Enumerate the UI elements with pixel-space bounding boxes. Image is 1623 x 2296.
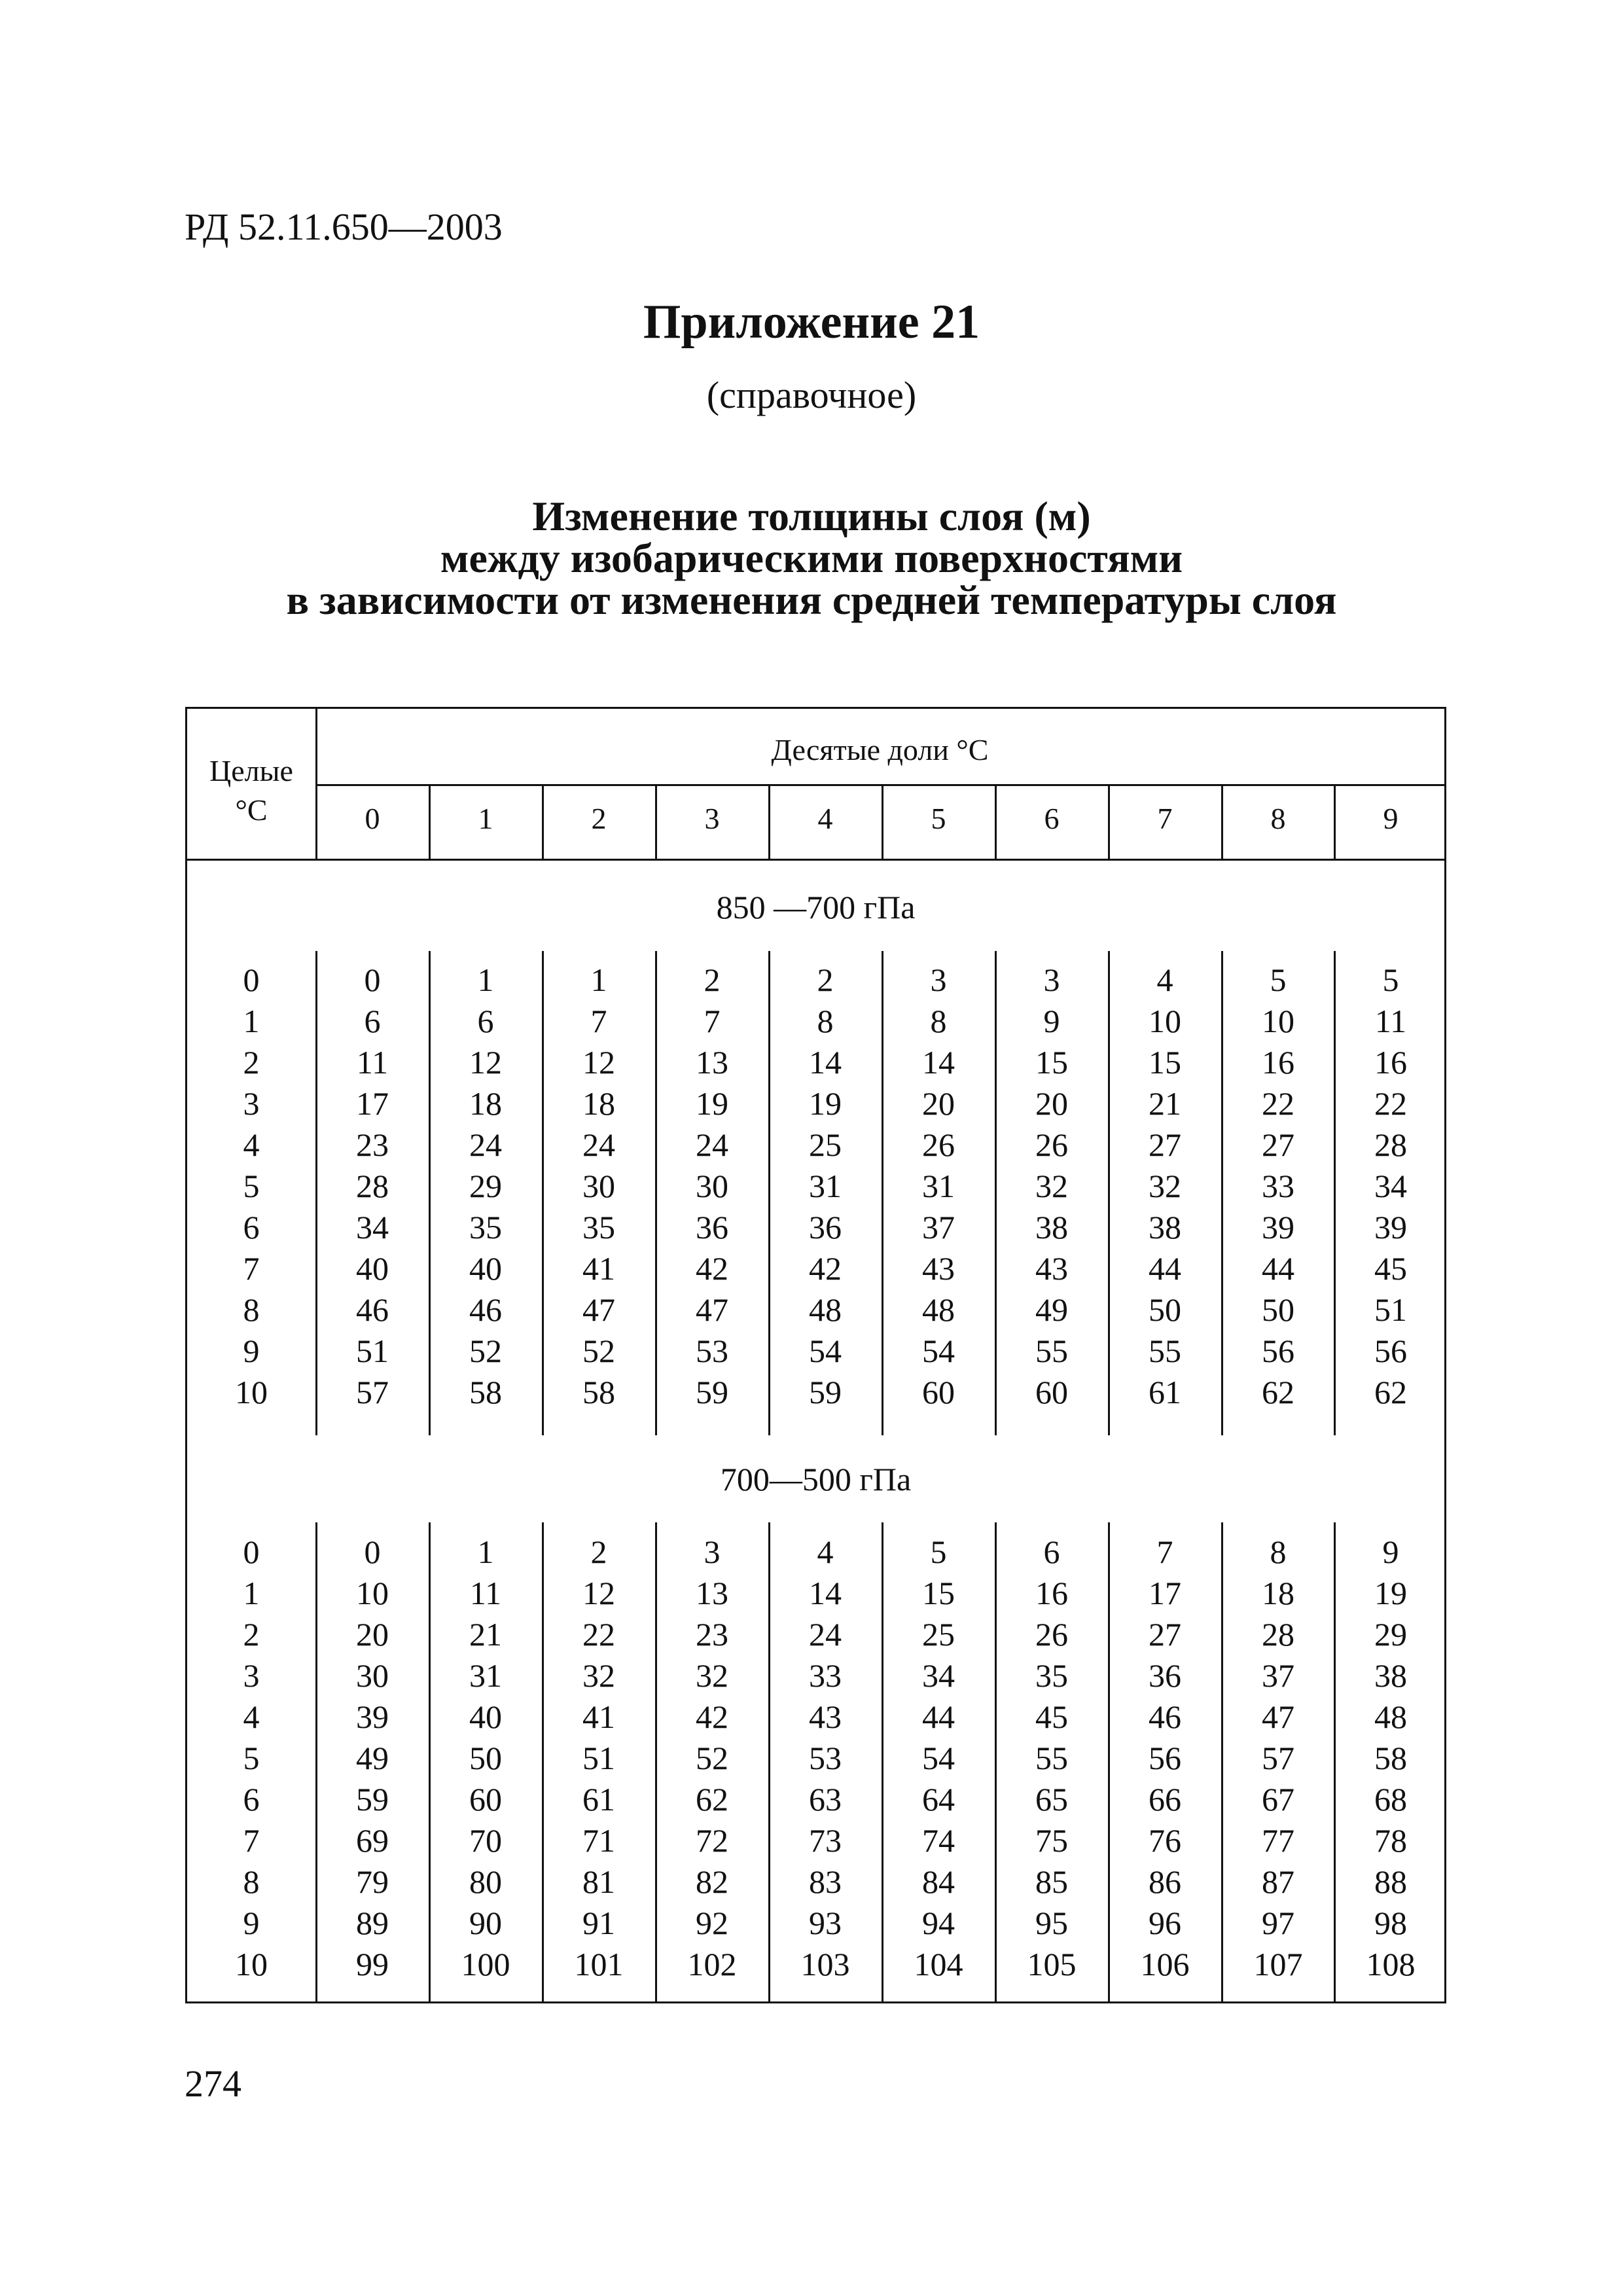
table-cell: 46 <box>469 1291 502 1328</box>
row-label: 0 <box>243 961 260 998</box>
table-title-line: между изобарическими поверхностями <box>440 535 1183 581</box>
table-cell: 43 <box>922 1250 955 1287</box>
table-cell: 68 <box>1374 1781 1407 1818</box>
table-cell: 83 <box>809 1863 842 1900</box>
table-cell: 2 <box>817 961 834 998</box>
table-cell: 15 <box>1035 1044 1068 1081</box>
stub-header-line: Целые <box>209 754 293 787</box>
table-cell: 21 <box>1149 1085 1181 1122</box>
table-cell: 97 <box>1262 1905 1294 1941</box>
table-cell: 39 <box>1262 1209 1294 1246</box>
table-cell: 17 <box>356 1085 389 1122</box>
table-cell: 6 <box>364 1003 381 1039</box>
table-cell: 44 <box>1149 1250 1181 1287</box>
table-cell: 32 <box>1035 1168 1068 1204</box>
table-cell: 0 <box>364 961 381 998</box>
table-cell: 19 <box>1374 1575 1407 1611</box>
table-cell: 24 <box>809 1616 842 1653</box>
table-cell: 51 <box>582 1740 615 1776</box>
table-cell: 28 <box>1374 1126 1407 1163</box>
row-label: 5 <box>243 1168 260 1204</box>
table-cell: 8 <box>930 1003 947 1039</box>
row-label: 1 <box>243 1575 260 1611</box>
table-cell: 10 <box>1149 1003 1181 1039</box>
table-cell: 66 <box>1149 1781 1181 1818</box>
table-cell: 18 <box>1262 1575 1294 1611</box>
row-label: 2 <box>243 1044 260 1081</box>
table-cell: 48 <box>922 1291 955 1328</box>
table-cell: 57 <box>1262 1740 1294 1776</box>
table-cell: 34 <box>922 1657 955 1694</box>
column-header: 1 <box>478 802 493 835</box>
table-cell: 32 <box>582 1657 615 1694</box>
column-header: 4 <box>817 802 833 835</box>
table-cell: 96 <box>1149 1905 1181 1941</box>
table-cell: 36 <box>696 1209 728 1246</box>
table-cell: 17 <box>1149 1575 1181 1611</box>
table-cell: 63 <box>809 1781 842 1818</box>
table-cell: 10 <box>356 1575 389 1611</box>
table-cell: 59 <box>356 1781 389 1818</box>
row-label: 8 <box>243 1291 260 1328</box>
table-cell: 58 <box>582 1374 615 1410</box>
table-cell: 47 <box>1262 1698 1294 1735</box>
table-cell: 33 <box>809 1657 842 1694</box>
row-label: 6 <box>243 1209 260 1246</box>
table-cell: 65 <box>1035 1781 1068 1818</box>
table-cell: 45 <box>1374 1250 1407 1287</box>
table-cell: 90 <box>469 1905 502 1941</box>
table-cell: 30 <box>582 1168 615 1204</box>
table-cell: 40 <box>356 1250 389 1287</box>
table-cell: 20 <box>1035 1085 1068 1122</box>
table-cell: 28 <box>1262 1616 1294 1653</box>
table-cell: 3 <box>704 1534 721 1570</box>
row-label: 9 <box>243 1905 260 1941</box>
appendix-subtitle: (справочное) <box>706 374 917 416</box>
table-cell: 108 <box>1366 1946 1416 1982</box>
table-cell: 76 <box>1149 1822 1181 1859</box>
table-cell: 5 <box>930 1534 947 1570</box>
table-cell: 99 <box>356 1946 389 1982</box>
table-cell: 26 <box>1035 1126 1068 1163</box>
table-cell: 14 <box>809 1575 842 1611</box>
table-cell: 30 <box>356 1657 389 1694</box>
table-cell: 2 <box>704 961 721 998</box>
table-cell: 78 <box>1374 1822 1407 1859</box>
table-cell: 50 <box>469 1740 502 1776</box>
row-label: 3 <box>243 1657 260 1694</box>
table-cell: 71 <box>582 1822 615 1859</box>
table-cell: 57 <box>356 1374 389 1410</box>
row-label: 4 <box>243 1126 260 1163</box>
row-label: 7 <box>243 1250 260 1287</box>
table-cell: 22 <box>1262 1085 1294 1122</box>
table-cell: 38 <box>1035 1209 1068 1246</box>
table-cell: 40 <box>469 1698 502 1735</box>
row-label: 8 <box>243 1863 260 1900</box>
table-cell: 31 <box>922 1168 955 1204</box>
table-cell: 41 <box>582 1698 615 1735</box>
table-cell: 100 <box>461 1946 510 1982</box>
table-cell: 32 <box>696 1657 728 1694</box>
table-cell: 40 <box>469 1250 502 1287</box>
table-cell: 19 <box>809 1085 842 1122</box>
table-cell: 93 <box>809 1905 842 1941</box>
stub-column-divider <box>315 709 317 859</box>
table-cell: 11 <box>469 1575 502 1611</box>
table-cell: 16 <box>1374 1044 1407 1081</box>
section-title: 850 —700 гПа <box>716 889 916 925</box>
table-cell: 107 <box>1253 1946 1303 1982</box>
table-cell: 62 <box>1262 1374 1294 1410</box>
table-cell: 80 <box>469 1863 502 1900</box>
table-cell: 39 <box>356 1698 389 1735</box>
table-cell: 55 <box>1149 1333 1181 1369</box>
table-cell: 21 <box>469 1616 502 1653</box>
table-cell: 48 <box>809 1291 842 1328</box>
table-cell: 104 <box>914 1946 963 1982</box>
table-cell: 54 <box>922 1333 955 1369</box>
table-cell: 73 <box>809 1822 842 1859</box>
table-cell: 54 <box>922 1740 955 1776</box>
table-cell: 24 <box>469 1126 502 1163</box>
row-label: 10 <box>235 1374 268 1410</box>
tenths-header: Десятые доли °С <box>771 733 989 766</box>
table-cell: 53 <box>809 1740 842 1776</box>
table-cell: 1 <box>477 961 494 998</box>
row-label: 6 <box>243 1781 260 1818</box>
table-cell: 22 <box>1374 1085 1407 1122</box>
temperature-thickness-table <box>185 707 1446 2003</box>
header-subdivider <box>315 784 1444 786</box>
table-cell: 61 <box>1149 1374 1181 1410</box>
table-cell: 43 <box>809 1698 842 1735</box>
table-cell: 30 <box>696 1168 728 1204</box>
table-cell: 50 <box>1262 1291 1294 1328</box>
table-cell: 62 <box>1374 1374 1407 1410</box>
table-cell: 42 <box>809 1250 842 1287</box>
table-cell: 11 <box>356 1044 389 1081</box>
table-cell: 3 <box>930 961 947 998</box>
table-cell: 55 <box>1035 1333 1068 1369</box>
table-cell: 81 <box>582 1863 615 1900</box>
column-header: 7 <box>1157 802 1173 835</box>
table-cell: 5 <box>1270 961 1287 998</box>
table-cell: 24 <box>696 1126 728 1163</box>
table-cell: 82 <box>696 1863 728 1900</box>
table-cell: 75 <box>1035 1822 1068 1859</box>
table-cell: 0 <box>364 1534 381 1570</box>
table-cell: 59 <box>696 1374 728 1410</box>
table-cell: 15 <box>1149 1044 1181 1081</box>
table-cell: 106 <box>1140 1946 1190 1982</box>
table-cell: 89 <box>356 1905 389 1941</box>
table-cell: 18 <box>469 1085 502 1122</box>
table-cell: 31 <box>469 1657 502 1694</box>
table-cell: 37 <box>1262 1657 1294 1694</box>
table-cell: 3 <box>1043 961 1060 998</box>
table-cell: 12 <box>582 1044 615 1081</box>
table-cell: 52 <box>696 1740 728 1776</box>
table-cell: 35 <box>469 1209 502 1246</box>
table-cell: 1 <box>477 1534 494 1570</box>
table-cell: 61 <box>582 1781 615 1818</box>
table-cell: 8 <box>1270 1534 1287 1570</box>
table-cell: 101 <box>574 1946 624 1982</box>
section-title: 700—500 гПа <box>720 1461 912 1498</box>
table-cell: 6 <box>1043 1534 1060 1570</box>
table-cell: 26 <box>1035 1616 1068 1653</box>
table-cell: 35 <box>1035 1657 1068 1694</box>
column-header: 8 <box>1270 802 1286 835</box>
table-cell: 28 <box>356 1168 389 1204</box>
table-cell: 102 <box>687 1946 737 1982</box>
table-cell: 20 <box>922 1085 955 1122</box>
table-cell: 36 <box>809 1209 842 1246</box>
table-title <box>0 495 1623 621</box>
table-cell: 14 <box>809 1044 842 1081</box>
column-header: 2 <box>591 802 607 835</box>
table-cell: 16 <box>1035 1575 1068 1611</box>
table-cell: 4 <box>1156 961 1173 998</box>
table-cell: 51 <box>1374 1291 1407 1328</box>
table-cell: 56 <box>1149 1740 1181 1776</box>
row-label: 9 <box>243 1333 260 1369</box>
table-cell: 50 <box>1149 1291 1181 1328</box>
table-cell: 74 <box>922 1822 955 1859</box>
column-header: 9 <box>1383 802 1399 835</box>
table-cell: 7 <box>1156 1534 1173 1570</box>
table-cell: 7 <box>704 1003 721 1039</box>
table-cell: 39 <box>1374 1209 1407 1246</box>
table-cell: 69 <box>356 1822 389 1859</box>
table-cell: 79 <box>356 1863 389 1900</box>
table-cell: 8 <box>817 1003 834 1039</box>
table-cell: 2 <box>590 1534 607 1570</box>
table-cell: 87 <box>1262 1863 1294 1900</box>
table-cell: 29 <box>469 1168 502 1204</box>
table-cell: 25 <box>922 1616 955 1653</box>
table-cell: 27 <box>1262 1126 1294 1163</box>
table-cell: 18 <box>582 1085 615 1122</box>
table-cell: 56 <box>1374 1333 1407 1369</box>
table-cell: 25 <box>809 1126 842 1163</box>
table-cell: 12 <box>469 1044 502 1081</box>
table-cell: 34 <box>1374 1168 1407 1204</box>
table-cell: 35 <box>582 1209 615 1246</box>
table-cell: 54 <box>809 1333 842 1369</box>
table-cell: 85 <box>1035 1863 1068 1900</box>
row-label: 2 <box>243 1616 260 1653</box>
table-cell: 37 <box>922 1209 955 1246</box>
table-cell: 27 <box>1149 1616 1181 1653</box>
table-cell: 36 <box>1149 1657 1181 1694</box>
table-cell: 92 <box>696 1905 728 1941</box>
table-cell: 62 <box>696 1781 728 1818</box>
page-number: 274 <box>185 2062 241 2105</box>
table-title-line: в зависимости от изменения средней температуры слоя <box>286 577 1337 623</box>
table-title-line: Изменение толщины слоя (м) <box>532 493 1091 539</box>
table-cell: 48 <box>1374 1698 1407 1735</box>
table-cell: 95 <box>1035 1905 1068 1941</box>
document-code: РД 52.11.650—2003 <box>185 206 503 248</box>
table-cell: 1 <box>590 961 607 998</box>
table-cell: 91 <box>582 1905 615 1941</box>
table-cell: 46 <box>356 1291 389 1328</box>
table-cell: 47 <box>582 1291 615 1328</box>
table-cell: 31 <box>809 1168 842 1204</box>
stub-header <box>187 751 315 830</box>
table-cell: 60 <box>469 1781 502 1818</box>
table-cell: 38 <box>1149 1209 1181 1246</box>
row-label: 4 <box>243 1698 260 1735</box>
table-cell: 70 <box>469 1822 502 1859</box>
table-cell: 84 <box>922 1863 955 1900</box>
table-cell: 45 <box>1035 1698 1068 1735</box>
table-cell: 60 <box>1035 1374 1068 1410</box>
table-cell: 58 <box>469 1374 502 1410</box>
table-cell: 49 <box>1035 1291 1068 1328</box>
table-cell: 12 <box>582 1575 615 1611</box>
table-cell: 26 <box>922 1126 955 1163</box>
table-cell: 64 <box>922 1781 955 1818</box>
table-cell: 19 <box>696 1085 728 1122</box>
table-cell: 56 <box>1262 1333 1294 1369</box>
table-cell: 42 <box>696 1698 728 1735</box>
header-row-divider <box>187 859 1444 861</box>
table-cell: 23 <box>356 1126 389 1163</box>
table-cell: 67 <box>1262 1781 1294 1818</box>
row-label: 3 <box>243 1085 260 1122</box>
table-cell: 52 <box>582 1333 615 1369</box>
table-cell: 34 <box>356 1209 389 1246</box>
stub-header-line: °С <box>235 793 268 827</box>
table-cell: 5 <box>1382 961 1399 998</box>
table-cell: 72 <box>696 1822 728 1859</box>
table-cell: 20 <box>356 1616 389 1653</box>
table-cell: 41 <box>582 1250 615 1287</box>
table-cell: 105 <box>1027 1946 1077 1982</box>
table-cell: 6 <box>477 1003 494 1039</box>
appendix-title: Приложение 21 <box>643 295 980 349</box>
table-cell: 9 <box>1382 1534 1399 1570</box>
table-cell: 51 <box>356 1333 389 1369</box>
column-header: 6 <box>1044 802 1060 835</box>
table-cell: 103 <box>800 1946 850 1982</box>
table-cell: 47 <box>696 1291 728 1328</box>
table-cell: 38 <box>1374 1657 1407 1694</box>
table-cell: 46 <box>1149 1698 1181 1735</box>
table-cell: 14 <box>922 1044 955 1081</box>
table-cell: 55 <box>1035 1740 1068 1776</box>
table-cell: 29 <box>1374 1616 1407 1653</box>
table-cell: 33 <box>1262 1168 1294 1204</box>
row-label: 7 <box>243 1822 260 1859</box>
row-label: 5 <box>243 1740 260 1776</box>
table-cell: 53 <box>696 1333 728 1369</box>
table-cell: 32 <box>1149 1168 1181 1204</box>
table-cell: 13 <box>696 1044 728 1081</box>
table-cell: 98 <box>1374 1905 1407 1941</box>
table-cell: 4 <box>817 1534 834 1570</box>
table-cell: 86 <box>1149 1863 1181 1900</box>
table-cell: 23 <box>696 1616 728 1653</box>
table-cell: 44 <box>922 1698 955 1735</box>
table-cell: 52 <box>469 1333 502 1369</box>
table-cell: 27 <box>1149 1126 1181 1163</box>
column-header: 3 <box>704 802 720 835</box>
table-cell: 9 <box>1043 1003 1060 1039</box>
table-cell: 49 <box>356 1740 389 1776</box>
table-cell: 15 <box>922 1575 955 1611</box>
row-label: 10 <box>235 1946 268 1982</box>
table-cell: 59 <box>809 1374 842 1410</box>
table-cell: 77 <box>1262 1822 1294 1859</box>
table-cell: 11 <box>1374 1003 1407 1039</box>
row-label: 0 <box>243 1534 260 1570</box>
table-cell: 44 <box>1262 1250 1294 1287</box>
table-cell: 16 <box>1262 1044 1294 1081</box>
table-cell: 22 <box>582 1616 615 1653</box>
table-cell: 7 <box>590 1003 607 1039</box>
table-cell: 58 <box>1374 1740 1407 1776</box>
table-cell: 42 <box>696 1250 728 1287</box>
table-cell: 60 <box>922 1374 955 1410</box>
column-header: 0 <box>365 802 380 835</box>
column-header: 5 <box>931 802 946 835</box>
table-cell: 10 <box>1262 1003 1294 1039</box>
table-cell: 88 <box>1374 1863 1407 1900</box>
table-cell: 94 <box>922 1905 955 1941</box>
table-cell: 43 <box>1035 1250 1068 1287</box>
row-label: 1 <box>243 1003 260 1039</box>
table-cell: 24 <box>582 1126 615 1163</box>
table-cell: 13 <box>696 1575 728 1611</box>
